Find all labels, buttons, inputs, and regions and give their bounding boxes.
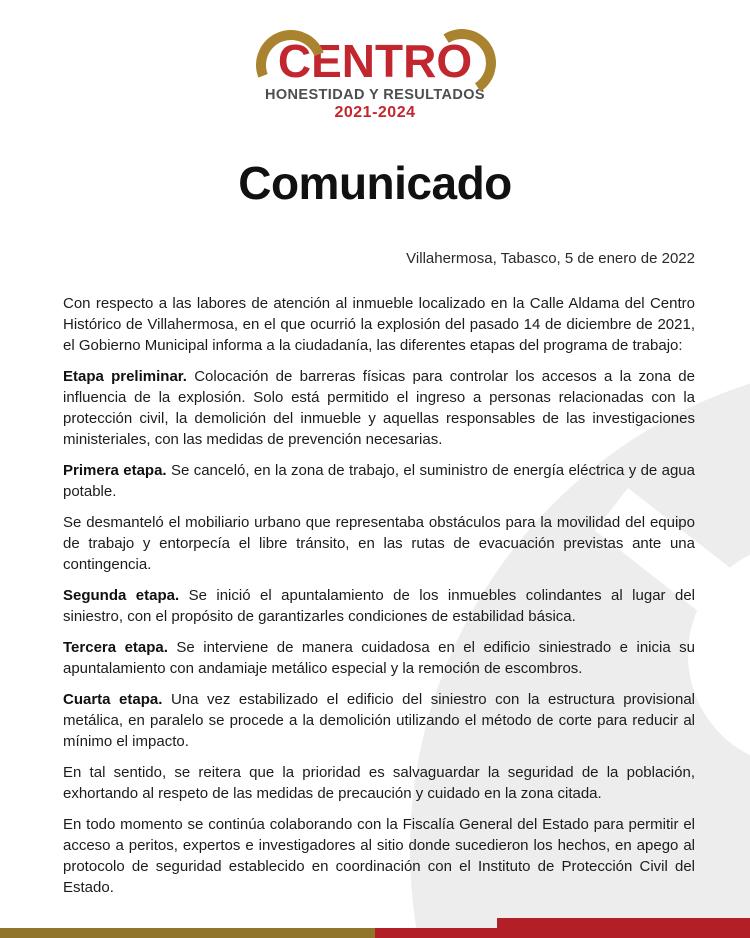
- paragraph-lead: Segunda etapa.: [63, 586, 180, 604]
- paragraph-lead: Primera etapa.: [63, 461, 167, 479]
- paragraph: [63, 637, 695, 679]
- paragraph-text: Se interviene de manera cuidadosa en el edificio siniestrado e inicia su apuntalamiento con andamiaje metálico especial y la remoción de escombros.: [63, 638, 695, 677]
- body-paragraphs: [63, 293, 695, 898]
- logo-period: 2021-2024: [334, 103, 416, 121]
- paragraph: [63, 585, 695, 627]
- paragraph-text: Se inició el apuntalamiento de los inmuebles colindantes al lugar del siniestro, con el propósito de garantizarles condiciones de estabilidad básica.: [63, 586, 695, 625]
- paragraph: [63, 460, 695, 502]
- paragraph-text: Colocación de barreras físicas para controlar los accesos a la zona de influencia de la explosión. Solo está permitido el ingreso a personas relacionadas con la protección civil, la demolición del inmueble y aquellas responsables de las investigaciones ministeriales, con las medidas de prevención necesarias.: [63, 367, 695, 448]
- footer-red-bar-thin: [375, 928, 497, 938]
- paragraph: [63, 293, 695, 356]
- paragraph-text: Se desmanteló el mobiliario urbano que representaba obstáculos para la movilidad del equipo de trabajo y entorpecía el libre tránsito, en las rutas de evacuación previstas ante una contingencia.: [63, 513, 695, 573]
- dateline: Villahermosa, Tabasco, 5 de enero de 2022: [406, 249, 695, 267]
- logo-tagline: HONESTIDAD Y RESULTADOS: [264, 87, 485, 103]
- header: [0, 0, 750, 122]
- footer-gold-bar: [0, 928, 375, 938]
- paragraph: [63, 814, 695, 898]
- paragraph-text: Una vez estabilizado el edificio del siniestro con la estructura provisional metálica, en paralelo se procede a la demolición utilizando el método de corte para reducir al mínimo el impacto.: [63, 690, 695, 750]
- paragraph: [63, 689, 695, 752]
- centro-logo: [264, 35, 485, 121]
- paragraph-text: Con respecto a las labores de atención al inmueble localizado en la Calle Aldama del Centro Histórico de Villahermosa, en el que ocurrió la explosión del pasado 14 de diciembre de 2021, el Gobierno Municipal informa a la ciudadanía, las diferentes etapas del programa de trabajo:: [63, 294, 695, 354]
- paragraph: [63, 512, 695, 575]
- footer-red-bar-tall: [497, 918, 750, 938]
- paragraph-lead: Tercera etapa.: [63, 638, 168, 656]
- paragraph-text: En todo momento se continúa colaborando con la Fiscalía General del Estado para permitir el acceso a peritos, expertos e investigadores al sitio donde sucedieron los hechos, en apego al protocolo de seguridad establecido en coordinación con el Instituto de Protección Civil del Estado.: [63, 815, 695, 896]
- paragraph-lead: Etapa preliminar.: [63, 367, 187, 385]
- paragraph-lead: Cuarta etapa.: [63, 690, 163, 708]
- paragraph-text: Se canceló, en la zona de trabajo, el suministro de energía eléctrica y de agua potable.: [63, 461, 695, 500]
- logo-brand-text: CENTRO: [277, 35, 473, 87]
- page-title: Comunicado: [238, 156, 512, 209]
- paragraph: [63, 762, 695, 804]
- paragraph-text: En tal sentido, se reitera que la prioridad es salvaguardar la seguridad de la población, exhortando al respeto de las medidas de precaución y cuidado en la zona citada.: [63, 763, 695, 802]
- paragraph: [63, 366, 695, 450]
